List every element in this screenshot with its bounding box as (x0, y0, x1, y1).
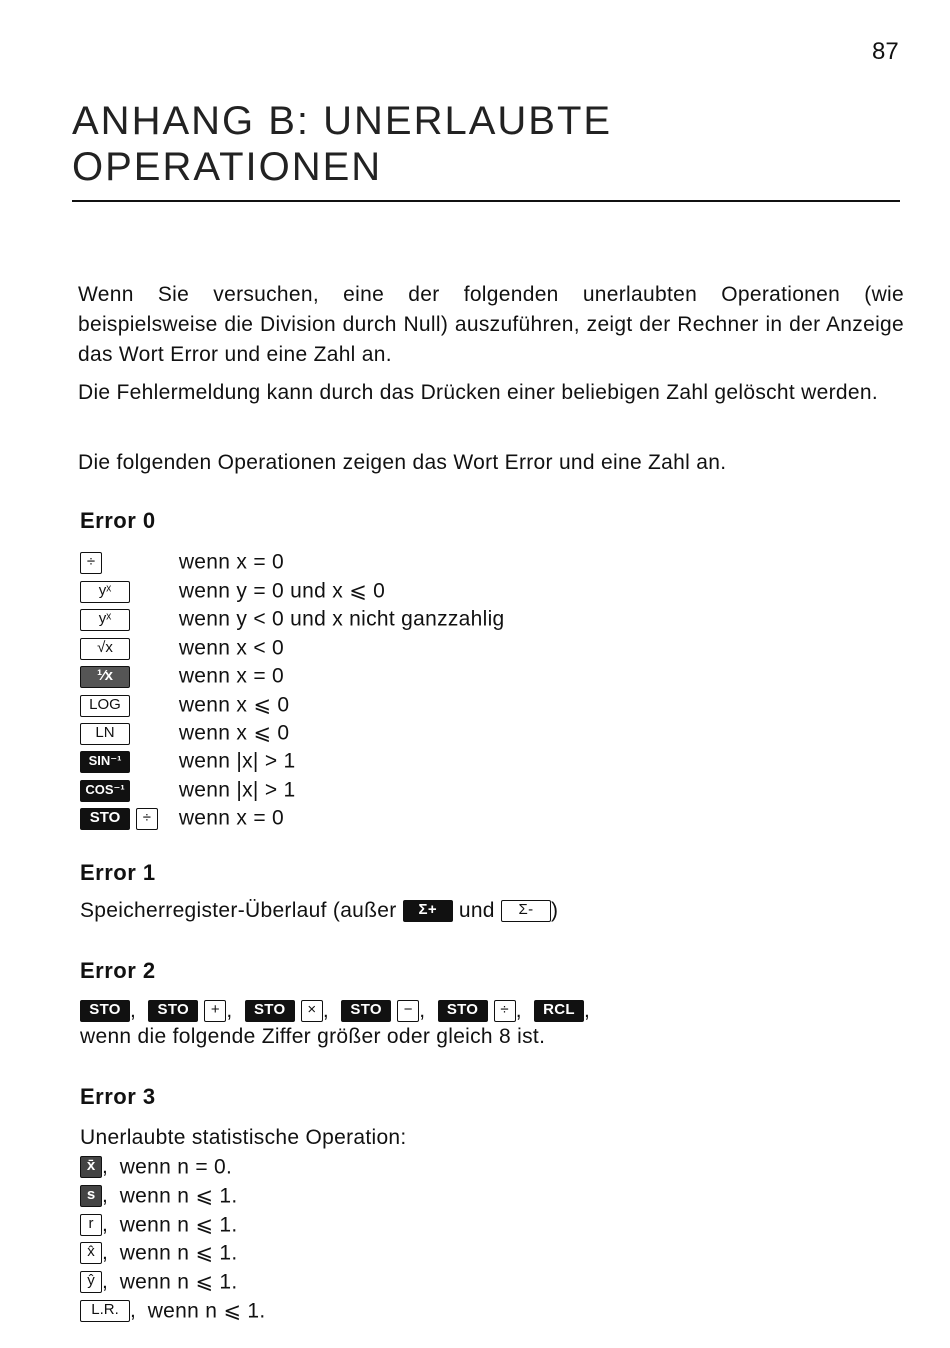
condition-text: wenn n ⩽ 1. (119, 1241, 238, 1265)
sto-key-icon: STO (341, 1000, 391, 1022)
sigma-plus-key-icon: Σ+ (403, 900, 453, 922)
error-3-row: ŷ , wenn n ⩽ 1. (80, 1268, 237, 1296)
title-line-1: ANHANG B: UNERLAUBTE (72, 99, 613, 143)
condition-text: wenn n ⩽ 1. (119, 1213, 238, 1237)
sto-key-icon: STO (80, 808, 130, 830)
error-3-heading: Error 3 (80, 1084, 156, 1109)
condition-text: wenn y < 0 und x nicht ganzzahlig (178, 607, 505, 631)
error-3-row: x̄ , wenn n = 0. (80, 1153, 232, 1181)
error-0-row (80, 804, 284, 832)
key-group (80, 776, 173, 804)
condition-text: wenn x = 0 (178, 664, 284, 688)
error-0-row (80, 577, 385, 605)
arccos-key-icon: COS⁻¹ (80, 780, 130, 802)
condition-text: wenn x = 0 (178, 806, 284, 830)
intro-paragraph-2: Die Fehlermeldung kann durch das Drücken einer beliebigen Zahl gelöscht werden. (78, 381, 878, 404)
divide-key-icon: ÷ (494, 1000, 516, 1022)
key-group (80, 605, 173, 633)
error-1-heading: Error 1 (80, 860, 156, 885)
arcsin-key-icon: SIN⁻¹ (80, 751, 130, 773)
mean-key-icon: x̄ (80, 1156, 102, 1178)
ln-key-icon: LN (80, 723, 130, 745)
intro-paragraph-3: Die folgenden Operationen zeigen das Wort Error und eine Zahl an. (78, 451, 727, 474)
key-group (80, 662, 173, 690)
correlation-key-icon: r (80, 1214, 102, 1236)
error-3-row: L.R. , wenn n ⩽ 1. (80, 1297, 265, 1325)
error-1-text-mid: und (458, 899, 495, 922)
error-3-intro: Unerlaubte statistische Operation: (80, 1126, 407, 1149)
sto-key-icon: STO (438, 1000, 488, 1022)
condition-text: wenn x ⩽ 0 (178, 721, 290, 745)
sto-key-icon: STO (148, 1000, 198, 1022)
y-estimate-key-icon: ŷ (80, 1271, 102, 1293)
key-group (80, 691, 173, 719)
condition-text: wenn n ⩽ 1. (119, 1184, 238, 1208)
title-rule (72, 200, 900, 202)
condition-text: wenn n ⩽ 1. (119, 1270, 238, 1294)
minus-key-icon: − (397, 1000, 419, 1022)
error-0-row (80, 691, 289, 719)
condition-text: wenn x < 0 (178, 636, 284, 660)
error-2-heading: Error 2 (80, 958, 156, 983)
condition-text: wenn |x| > 1 (178, 749, 296, 773)
x-estimate-key-icon: x̂ (80, 1242, 102, 1264)
intro-paragraph-1: Wenn Sie versuchen, eine der folgenden unerlaubten Operationen (wie beispielsweise die Division durch Null) auszuführen, zeigt der Rechner in der Anzeige das Wort Error und eine Zahl an. (78, 283, 904, 366)
condition-text: wenn y = 0 und x ⩽ 0 (178, 579, 386, 603)
key-group (80, 634, 173, 662)
page-title (72, 98, 612, 190)
divide-key-icon: ÷ (136, 808, 158, 830)
condition-text: wenn x ⩽ 0 (178, 693, 290, 717)
error-0-row (80, 662, 284, 690)
key-group (80, 577, 173, 605)
error-1-text-after: ) (550, 899, 559, 922)
y-power-x-key-icon: yˣ (80, 581, 130, 603)
error-3-row: x̂ , wenn n ⩽ 1. (80, 1239, 237, 1267)
key-group (80, 804, 173, 832)
log-key-icon: LOG (80, 695, 130, 717)
condition-text: wenn n ⩽ 1. (147, 1299, 266, 1323)
error-2-text: wenn die folgende Ziffer größer oder gleich 8 ist. (80, 1025, 546, 1048)
condition-text: wenn x = 0 (178, 550, 284, 574)
sto-key-icon: STO (245, 1000, 295, 1022)
error-1-text-before: Speicherregister-Überlauf (außer (80, 899, 397, 922)
reciprocal-key-icon: ¹⁄x (80, 666, 130, 688)
rcl-key-icon: RCL (534, 1000, 584, 1022)
key-group (80, 548, 173, 576)
condition-text: wenn n = 0. (119, 1155, 233, 1179)
error-0-row (80, 548, 284, 576)
error-0-row (80, 605, 505, 633)
y-power-x-key-icon: yˣ (80, 609, 130, 631)
sto-key-icon: STO (80, 1000, 130, 1022)
std-dev-key-icon: s (80, 1185, 102, 1207)
error-3-row: r , wenn n ⩽ 1. (80, 1211, 237, 1239)
plus-key-icon: + (204, 1000, 226, 1022)
divide-key-icon: ÷ (80, 552, 102, 574)
key-group (80, 719, 173, 747)
error-2-keys: STO , STO + , STO × , STO − , STO ÷ , RCL , (80, 996, 590, 1026)
error-0-row (80, 634, 284, 662)
square-root-key-icon: √x (80, 638, 130, 660)
key-group (80, 747, 173, 775)
error-0-row (80, 747, 296, 775)
error-0-row (80, 776, 296, 804)
error-3-row: s , wenn n ⩽ 1. (80, 1182, 237, 1210)
error-0-heading: Error 0 (80, 508, 156, 533)
linear-regression-key-icon: L.R. (80, 1300, 130, 1322)
error-0-row (80, 719, 289, 747)
title-line-2: OPERATIONEN (72, 145, 383, 189)
sigma-minus-key-icon: Σ- (501, 900, 551, 922)
multiply-key-icon: × (301, 1000, 323, 1022)
condition-text: wenn |x| > 1 (178, 778, 296, 802)
error-1-text (80, 896, 558, 926)
page-number: 87 (872, 38, 899, 65)
